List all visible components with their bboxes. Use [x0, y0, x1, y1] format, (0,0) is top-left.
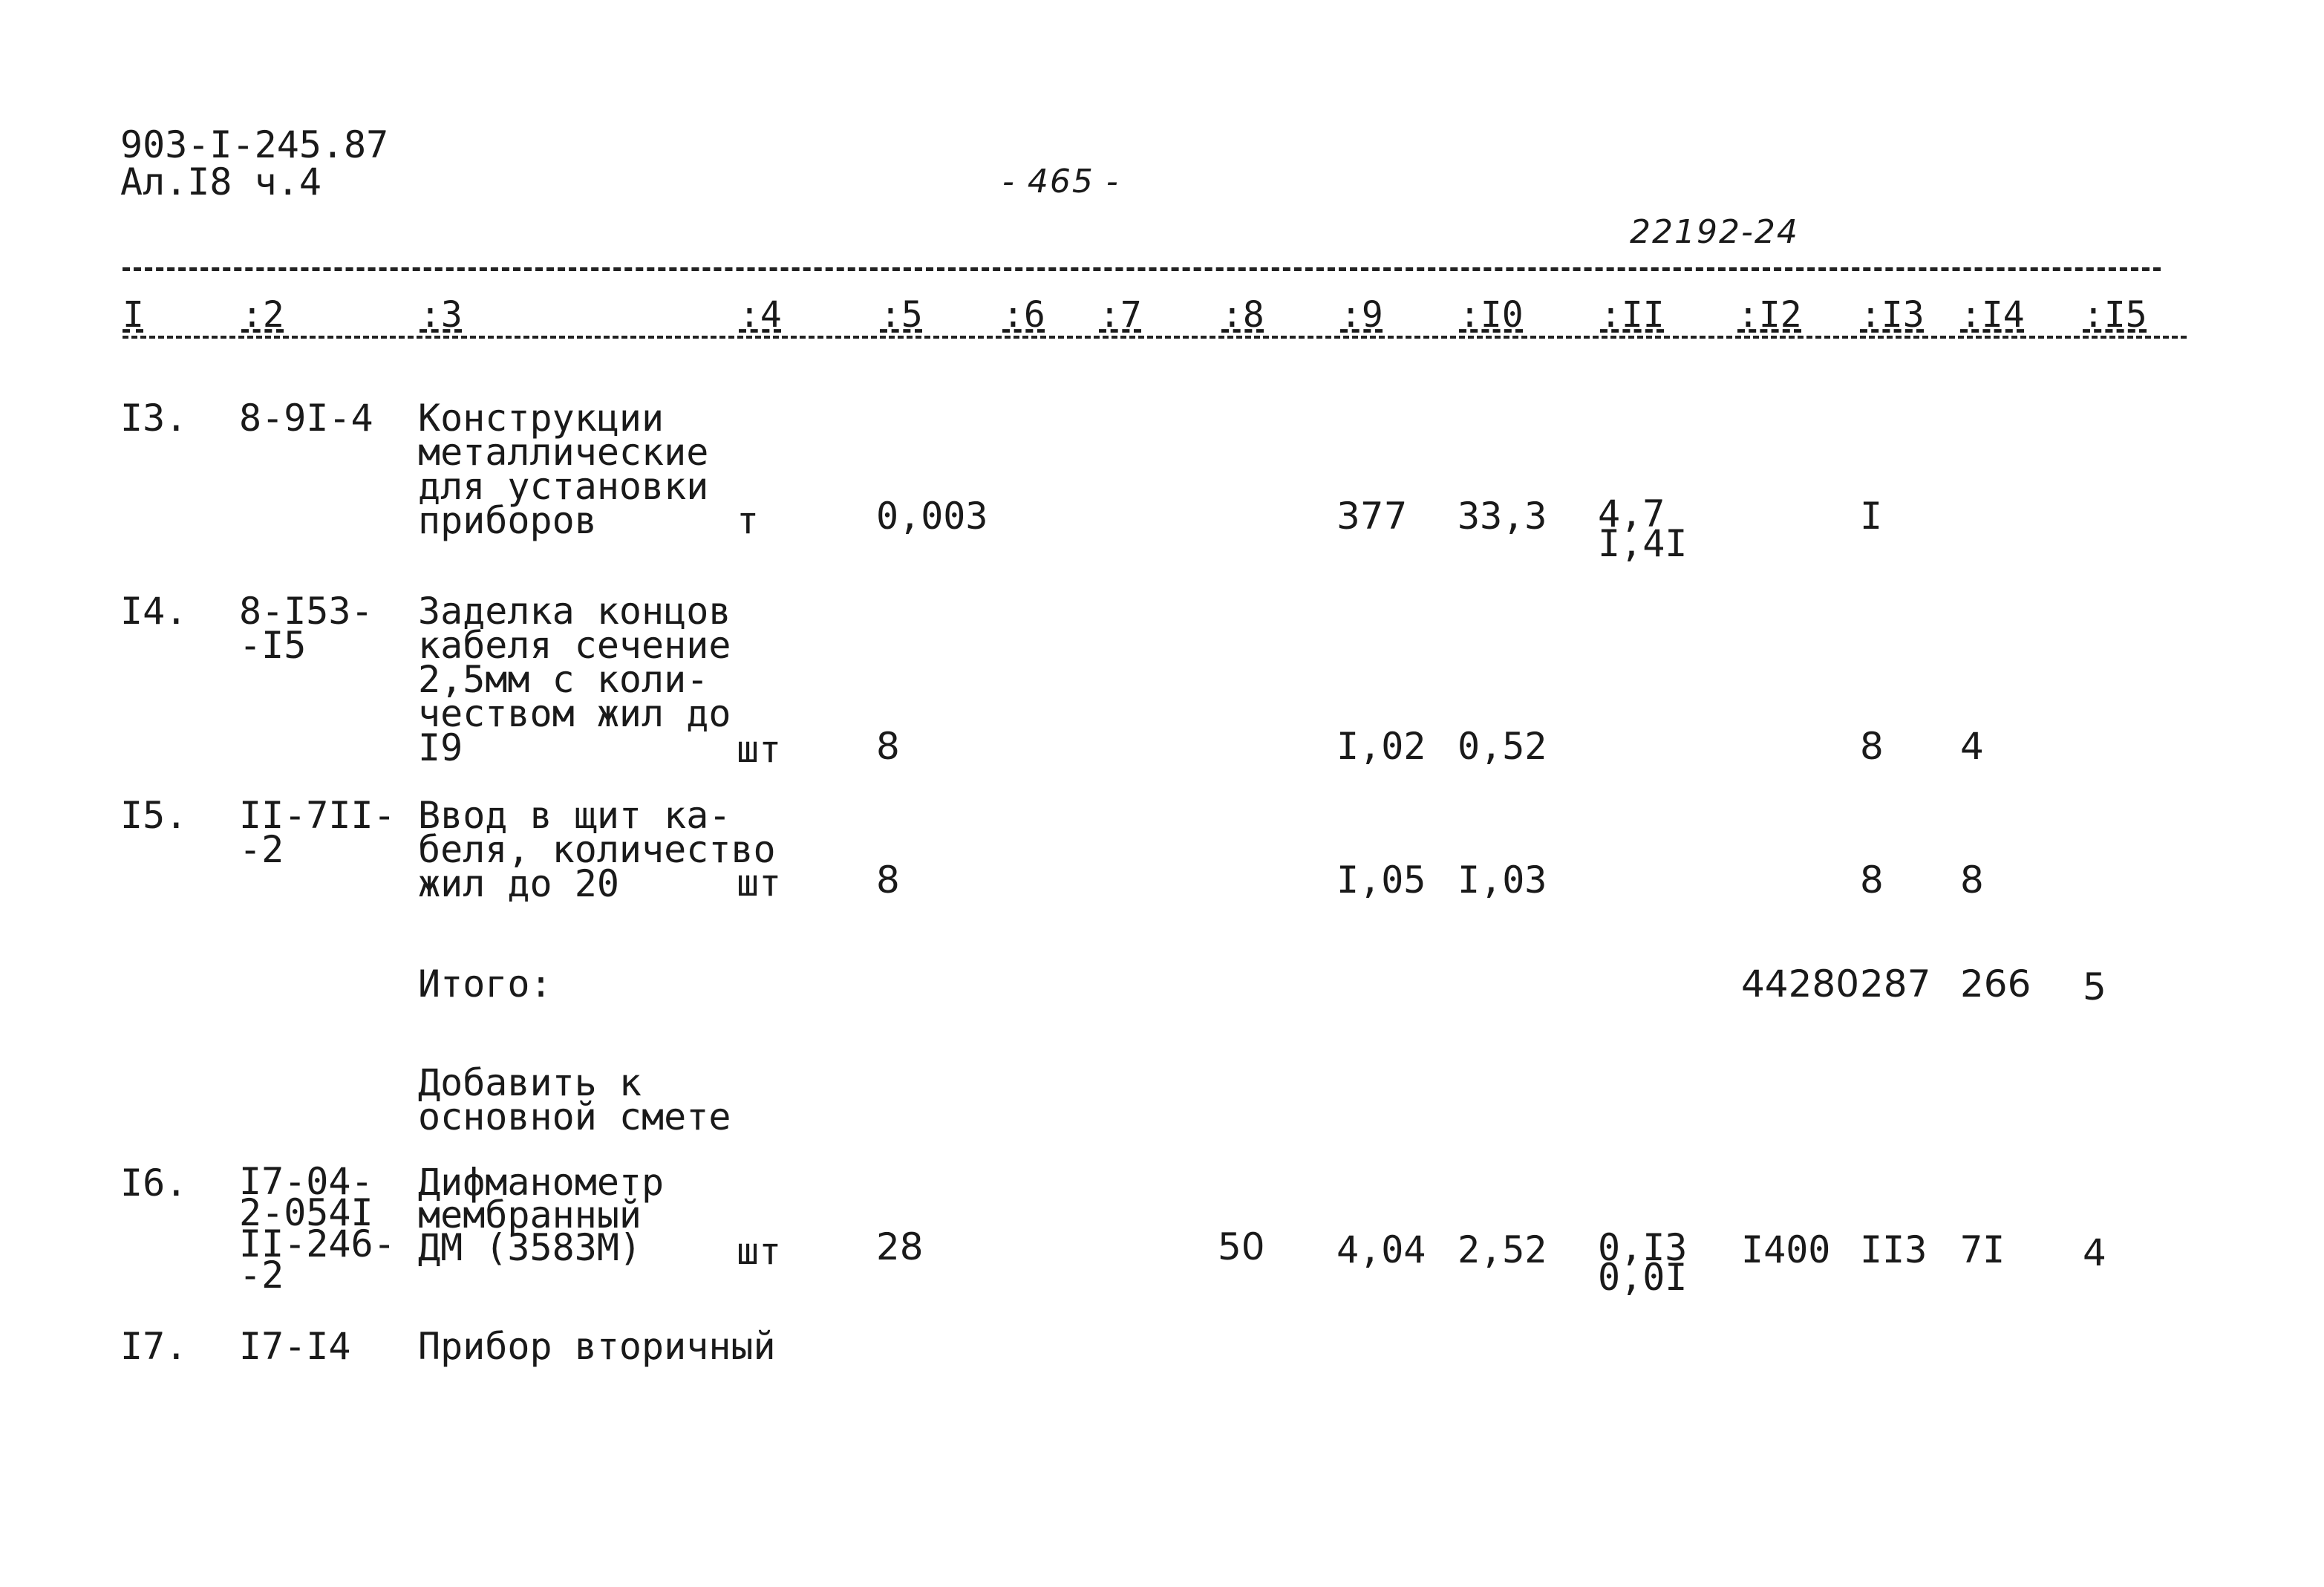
row-col11: 4,7 I,4I [1598, 492, 1688, 565]
row-code: 8-I53- -I5 [239, 590, 373, 667]
row-qty: 28 [876, 1225, 924, 1268]
col-header-9: :9 [1340, 294, 1383, 336]
total-col14: 266 [1960, 962, 2031, 1006]
row-col10: 2,52 [1458, 1228, 1547, 1271]
row-col9: I,05 [1336, 858, 1426, 902]
col-header-13: :I3 [1860, 294, 1925, 336]
row-name: Прибор вторичный [418, 1325, 776, 1368]
row-name: Заделка концов кабеля сечение 2,5мм с коли- чеством жил до I9 [418, 590, 731, 769]
col-header-14: :I4 [1960, 294, 2025, 336]
col-header-5: :5 [880, 294, 923, 336]
total-col12: 44280 [1741, 962, 1860, 1006]
col-header-10: :I0 [1459, 294, 1524, 336]
row-unit: т [737, 499, 760, 542]
row-col8: 50 [1218, 1225, 1265, 1268]
top-dashed-rule [123, 267, 2161, 271]
row-name: Ввод в щит ка- беля, количество жил до 20 [418, 794, 776, 905]
row-name: Дифманометр мембранный ДМ (3583М) [418, 1161, 665, 1269]
row-code: I7-I4 [239, 1325, 351, 1368]
row-number: I4. [120, 590, 188, 633]
row-code: I7-04- 2-054I II-246- -2 [239, 1160, 396, 1297]
col-header-4: :4 [739, 294, 782, 336]
row-col14: 4 [1960, 725, 1984, 768]
row-col13: 8 [1860, 858, 1884, 902]
sheet-label: Ал.I8 ч.4 [120, 160, 321, 203]
row-col14: 7I [1960, 1228, 2005, 1271]
total-col13: 287 [1860, 962, 1931, 1006]
row-col9: I,02 [1336, 725, 1426, 768]
col-header-8: :8 [1221, 294, 1264, 336]
row-unit: шт [737, 861, 782, 905]
row-col14: 8 [1960, 858, 1984, 902]
col-header-3: :3 [420, 294, 463, 336]
row-number: I7. [120, 1325, 188, 1368]
header-underline [123, 336, 2187, 339]
col-header-15: :I5 [2083, 294, 2147, 336]
col-header-7: :7 [1099, 294, 1142, 336]
total-col15: 5 [2083, 965, 2106, 1008]
row-unit: шт [737, 1230, 782, 1273]
total-label: Итого: [418, 962, 552, 1006]
row-col11: 0,I3 0,0I [1598, 1226, 1688, 1299]
row-col13: 8 [1860, 725, 1884, 768]
page-number: - 465 - [1002, 163, 1120, 201]
row-code: II-7II- -2 [239, 794, 396, 871]
row-col15: 4 [2083, 1231, 2106, 1274]
row-name: Конструкции металлические для установки приборов [418, 397, 709, 542]
row-col13: I [1860, 495, 1883, 538]
row-number: I6. [120, 1161, 188, 1205]
col-header-12: :I2 [1737, 294, 1802, 336]
row-col10: I,03 [1458, 858, 1547, 902]
add-to-main-estimate-note: Добавить к основной смете [418, 1061, 731, 1138]
col-header-11: :II [1600, 294, 1665, 336]
row-col9: 377 [1336, 495, 1408, 538]
row-col13: II3 [1860, 1228, 1928, 1271]
row-col9: 4,04 [1336, 1228, 1426, 1271]
row-number: I5. [120, 794, 188, 837]
col-header-6: :6 [1002, 294, 1045, 336]
row-col10: 33,3 [1458, 495, 1547, 538]
row-unit: шт [737, 728, 782, 771]
row-code: 8-9I-4 [239, 397, 373, 440]
col-header-2: :2 [241, 294, 284, 336]
row-qty: 0,003 [876, 495, 988, 538]
row-number: I3. [120, 397, 188, 440]
document-reference: 22192-24 [1630, 213, 1799, 251]
doc-code: 903-I-245.87 [120, 123, 389, 166]
row-col12: I400 [1741, 1228, 1831, 1271]
row-qty: 8 [876, 725, 900, 768]
col-header-1: I [123, 294, 144, 336]
row-qty: 8 [876, 858, 900, 902]
row-col10: 0,52 [1458, 725, 1547, 768]
